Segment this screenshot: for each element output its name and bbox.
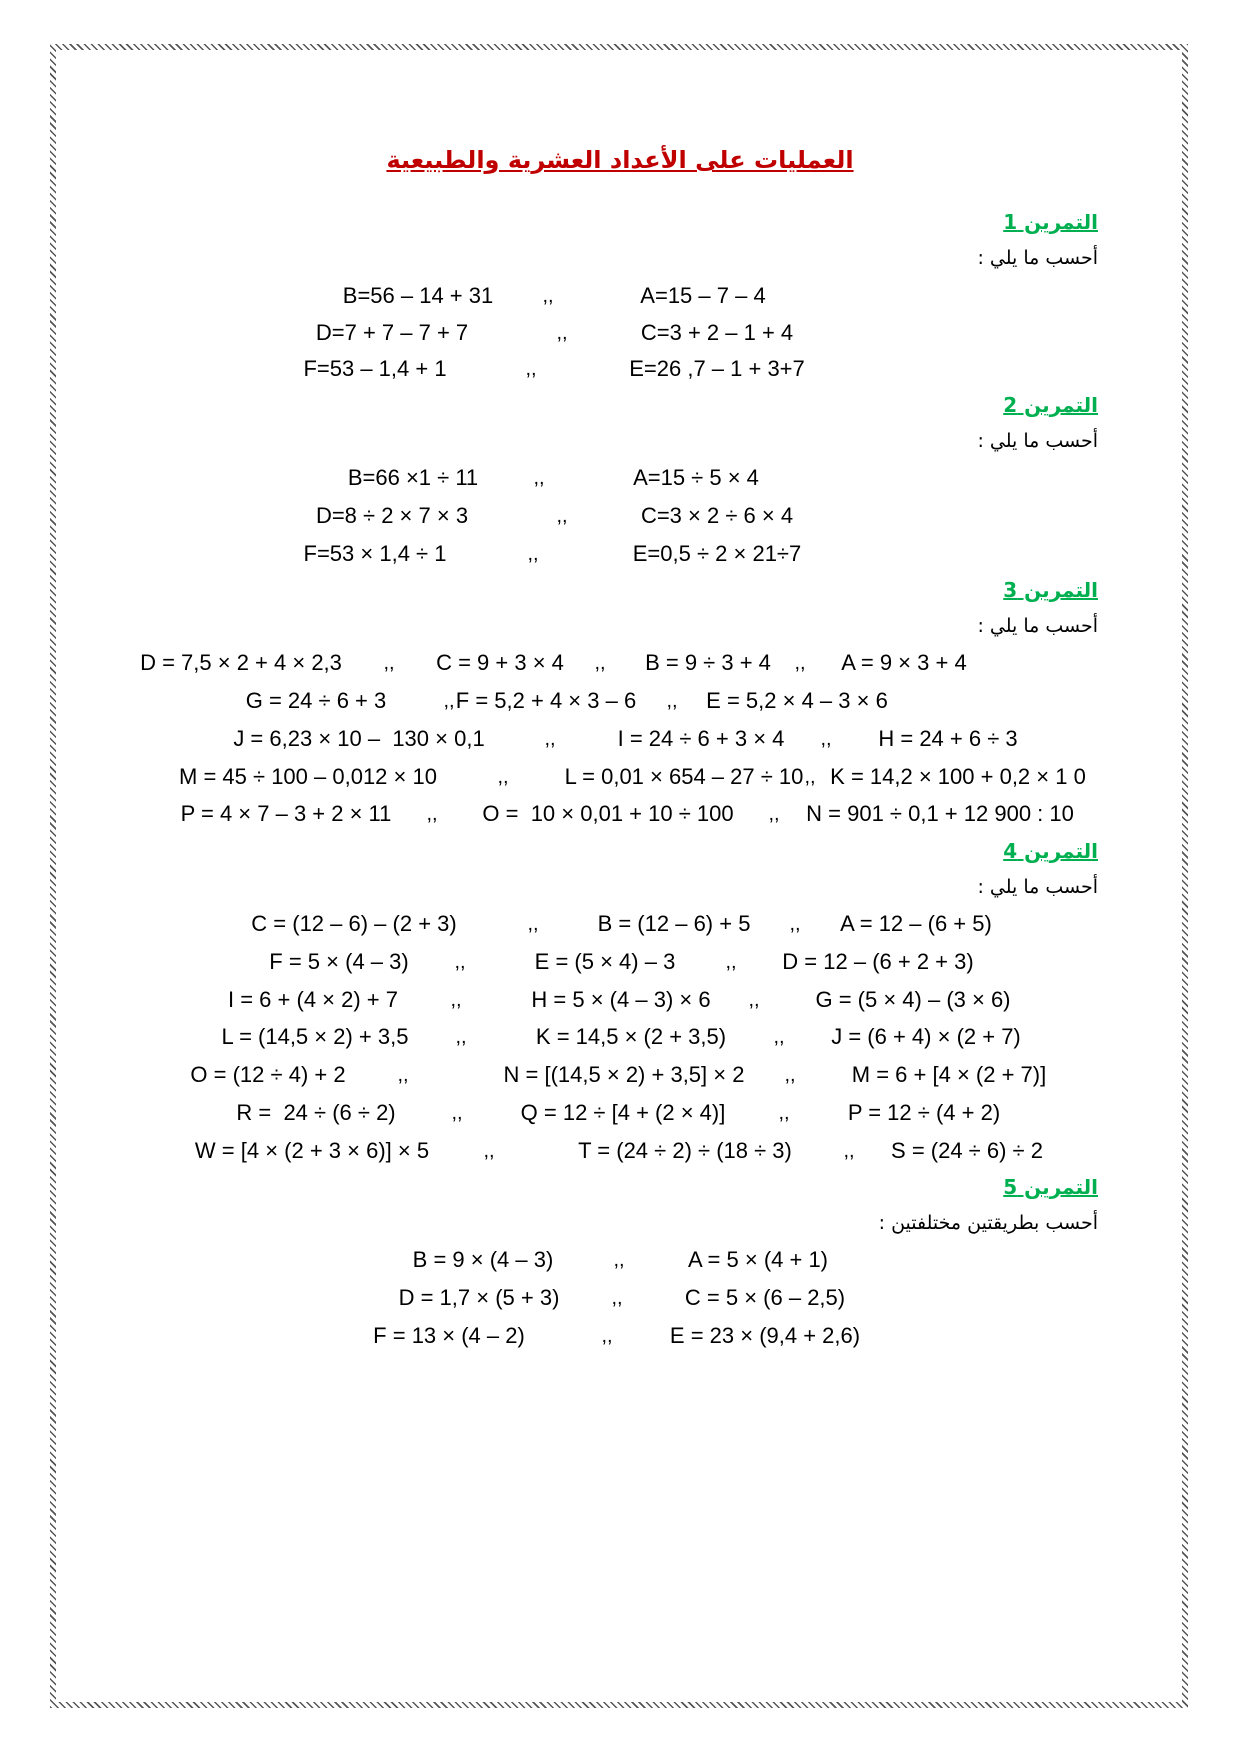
expression: E = 23 × (9,4 + 2,6) xyxy=(669,1323,861,1348)
exercise-5-instruction: أحسب بطريقتين مختلفتين : xyxy=(878,1212,1098,1234)
separator: ,, xyxy=(525,358,537,380)
expression: E = 5,2 × 4 – 3 × 6 xyxy=(706,688,888,713)
expression: A=15 – 7 – 4 xyxy=(640,283,766,308)
expression: N = 901 ÷ 0,1 + 12 900 : 10 xyxy=(806,801,1074,826)
separator: ,, xyxy=(527,913,539,935)
separator: ,, xyxy=(527,543,539,565)
separator: ,, xyxy=(789,913,801,935)
expression: A = 12 – (6 + 5) xyxy=(840,911,992,936)
separator: ,, xyxy=(383,652,395,674)
expression: E = (5 × 4) – 3 xyxy=(534,949,676,974)
expression: L = 0,01 × 654 – 27 ÷ 10 xyxy=(564,764,804,789)
separator: ,, xyxy=(794,652,806,674)
separator: ,, xyxy=(784,1064,796,1086)
separator: ,, xyxy=(397,1064,409,1086)
expression: O = (12 ÷ 4) + 2 xyxy=(190,1062,346,1087)
separator: ,, xyxy=(450,989,462,1011)
separator: ,, xyxy=(454,951,466,973)
expression: E=0,5 ÷ 2 × 21÷7 xyxy=(632,541,802,566)
expression: A=15 ÷ 5 × 4 xyxy=(633,465,759,490)
expression: S = (24 ÷ 6) ÷ 2 xyxy=(891,1138,1043,1163)
exercise-5-row xyxy=(0,1319,1240,1353)
exercise-1-row xyxy=(0,352,1240,386)
exercise-4-row xyxy=(0,1058,1240,1092)
exercise-5-heading: التمرين 5 xyxy=(1003,1175,1098,1199)
separator: ,, xyxy=(666,690,678,712)
expression: B = (12 – 6) + 5 xyxy=(597,911,751,936)
expression: M = 45 ÷ 100 – 0,012 × 10 xyxy=(179,764,437,789)
expression: C = (12 – 6) – (2 + 3) xyxy=(251,911,457,936)
separator: ,, xyxy=(542,285,554,307)
exercise-3-row xyxy=(0,760,1240,794)
exercise-5-row xyxy=(0,1281,1240,1315)
exercise-5-row xyxy=(0,1243,1240,1277)
page-title: العمليات على الأعداد العشرية والطبيعية xyxy=(386,146,854,174)
exercise-4-row xyxy=(0,983,1240,1017)
expression: A = 9 × 3 + 4 xyxy=(841,650,967,675)
separator: ,, xyxy=(773,1026,785,1048)
expression: W = [4 × (2 + 3 × 6)] × 5 xyxy=(194,1138,430,1163)
expression: B = 9 ÷ 3 + 4 xyxy=(645,650,771,675)
separator: ,, xyxy=(613,1249,625,1271)
expression: F=53 – 1,4 + 1 xyxy=(303,356,447,381)
separator: ,, xyxy=(804,766,816,788)
separator: ,, xyxy=(544,728,556,750)
expression: J = (6 + 4) × (2 + 7) xyxy=(831,1024,1021,1049)
expression: F = 13 × (4 – 2) xyxy=(373,1323,525,1348)
expression: B=56 – 14 + 31 xyxy=(342,283,494,308)
expression: C=3 × 2 ÷ 6 × 4 xyxy=(640,503,794,528)
exercise-1-instruction: أحسب ما يلي : xyxy=(977,247,1098,269)
expression: I = 6 + (4 × 2) + 7 xyxy=(228,987,398,1012)
exercise-2-instruction: أحسب ما يلي : xyxy=(977,430,1098,452)
separator: ,, xyxy=(725,951,737,973)
exercise-2-heading: التمرين 2 xyxy=(1003,393,1098,417)
expression: G = (5 × 4) – (3 × 6) xyxy=(815,987,1011,1012)
expression: F = 5 × (4 – 3) xyxy=(269,949,409,974)
expression: D = 7,5 × 2 + 4 × 2,3 xyxy=(140,650,342,675)
separator: ,, xyxy=(843,1140,855,1162)
expression: P = 4 × 7 – 3 + 2 × 11 xyxy=(180,801,392,826)
exercise-3-row xyxy=(0,722,1240,756)
expression: N = [(14,5 × 2) + 3,5] × 2 xyxy=(503,1062,745,1087)
separator: ,, xyxy=(556,322,568,344)
separator: ,, xyxy=(601,1325,613,1347)
separator: ,, xyxy=(533,467,545,489)
expression: C = 5 × (6 – 2,5) xyxy=(684,1285,846,1310)
expression: K = 14,5 × (2 + 3,5) xyxy=(535,1024,727,1049)
separator: ,, xyxy=(594,652,606,674)
expression: D=7 + 7 – 7 + 7 xyxy=(315,320,469,345)
expression: D = 1,7 × (5 + 3) xyxy=(398,1285,560,1310)
expression: H = 5 × (4 – 3) × 6 xyxy=(531,987,711,1012)
exercise-4-heading: التمرين 4 xyxy=(1003,839,1098,863)
expression: K = 14,2 × 100 + 0,2 × 1 0 xyxy=(830,764,1086,789)
expression: T = (24 ÷ 2) ÷ (18 ÷ 3) xyxy=(578,1138,792,1163)
expression: D=8 ÷ 2 × 7 × 3 xyxy=(315,503,469,528)
exercise-3-row xyxy=(0,684,1240,718)
separator: ,, xyxy=(820,728,832,750)
expression: F = 5,2 + 4 × 3 – 6 xyxy=(455,688,637,713)
expression: L = (14,5 × 2) + 3,5 xyxy=(221,1024,409,1049)
expression: B = 9 × (4 – 3) xyxy=(412,1247,554,1272)
exercise-4-row xyxy=(0,945,1240,979)
expression: G = 24 ÷ 6 + 3 xyxy=(245,688,387,713)
separator: ,, xyxy=(768,803,780,825)
separator: ,, xyxy=(778,1102,790,1124)
expression: F=53 × 1,4 ÷ 1 xyxy=(303,541,447,566)
exercise-2-row xyxy=(0,461,1240,495)
exercise-1-heading: التمرين 1 xyxy=(1003,210,1098,234)
separator: ,, xyxy=(443,690,455,712)
expression: D = 12 – (6 + 2 + 3) xyxy=(782,949,974,974)
separator: ,, xyxy=(426,803,438,825)
expression: R = 24 ÷ (6 ÷ 2) xyxy=(236,1100,396,1125)
exercise-4-row xyxy=(0,907,1240,941)
exercise-4-instruction: أحسب ما يلي : xyxy=(977,876,1098,898)
separator: ,, xyxy=(611,1287,623,1309)
expression: H = 24 + 6 ÷ 3 xyxy=(878,726,1018,751)
exercise-4-row xyxy=(0,1020,1240,1054)
separator: ,, xyxy=(497,766,509,788)
exercise-2-row xyxy=(0,537,1240,571)
expression: C=3 + 2 – 1 + 4 xyxy=(640,320,794,345)
exercise-3-row xyxy=(0,797,1240,831)
exercise-4-row xyxy=(0,1096,1240,1130)
exercise-2-row xyxy=(0,499,1240,533)
separator: ,, xyxy=(748,989,760,1011)
expression: A = 5 × (4 + 1) xyxy=(687,1247,829,1272)
expression: C = 9 + 3 × 4 xyxy=(436,650,564,675)
exercise-4-row xyxy=(0,1134,1240,1168)
expression: P = 12 ÷ (4 + 2) xyxy=(847,1100,1001,1125)
expression: B=66 ×1 ÷ 11 xyxy=(347,465,479,490)
exercise-3-instruction: أحسب ما يلي : xyxy=(977,615,1098,637)
expression: E=26 ,7 – 1 + 3+7 xyxy=(629,356,805,381)
expression: Q = 12 ÷ [4 + (2 × 4)] xyxy=(520,1100,726,1125)
expression: O = 10 × 0,01 + 10 ÷ 100 xyxy=(482,801,734,826)
exercise-3-heading: التمرين 3 xyxy=(1003,578,1098,602)
expression: I = 24 ÷ 6 + 3 × 4 xyxy=(617,726,785,751)
separator: ,, xyxy=(483,1140,495,1162)
exercise-3-row xyxy=(0,646,1240,680)
exercise-1-row xyxy=(0,279,1240,313)
separator: ,, xyxy=(455,1026,467,1048)
expression: M = 6 + [4 × (2 + 7)] xyxy=(851,1062,1047,1087)
separator: ,, xyxy=(556,505,568,527)
expression: J = 6,23 × 10 – 130 × 0,1 xyxy=(233,726,485,751)
separator: ,, xyxy=(451,1102,463,1124)
exercise-1-row xyxy=(0,316,1240,350)
